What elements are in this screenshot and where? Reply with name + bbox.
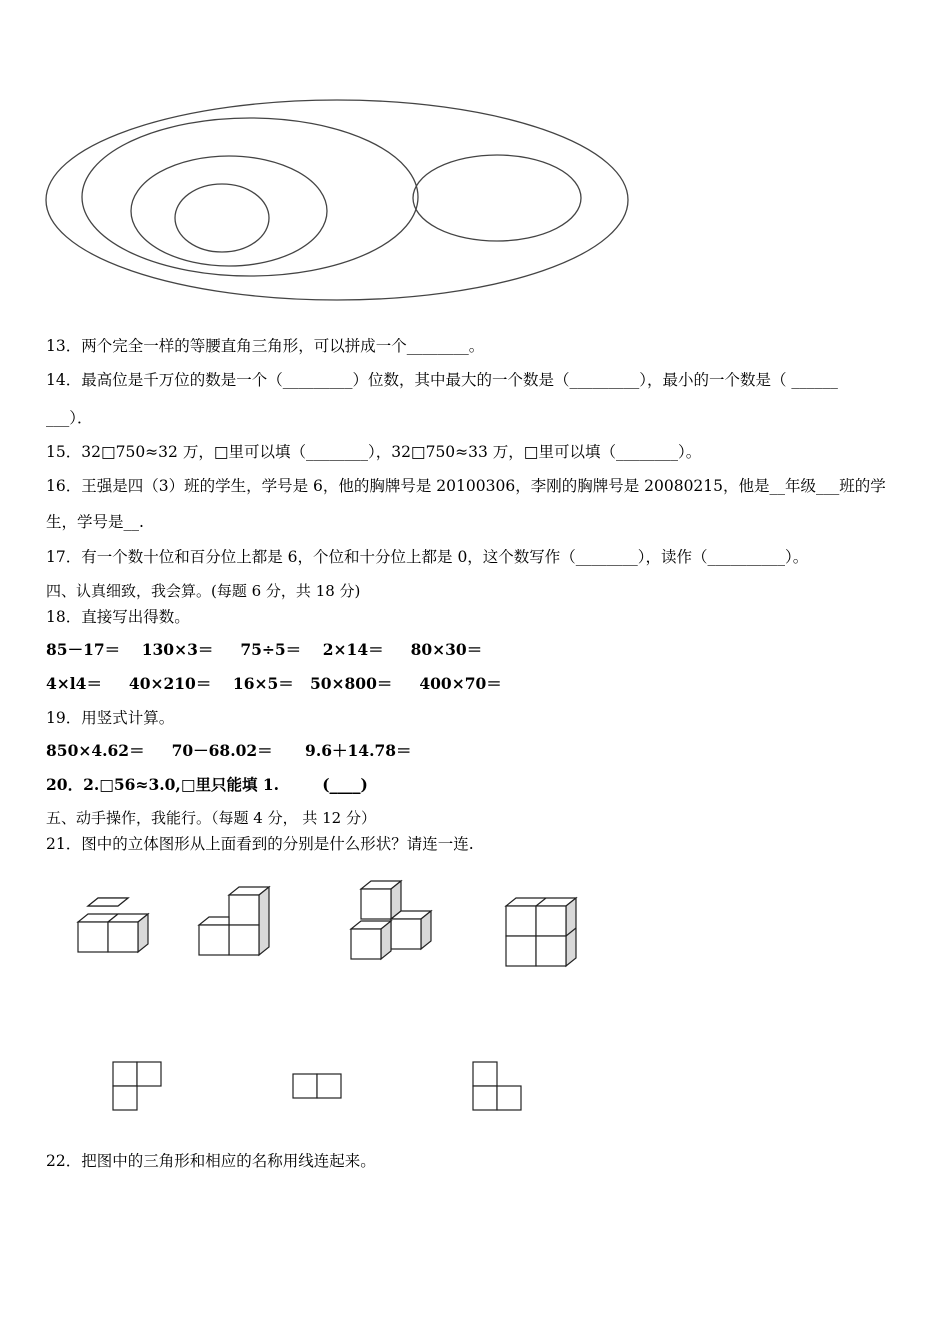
question-22: 22．把图中的三角形和相应的名称用线连起来。 [46,1152,376,1170]
solid-1 [78,898,148,952]
ellipse-diagram [0,0,950,320]
solid-2 [199,887,269,955]
top-view-3 [473,1062,521,1110]
solid-figures [0,870,950,1010]
question-15: 15．32□750≈32 万，□里可以填（________），32□750≈33 万，□里可以填（________）。 [46,443,702,461]
question-17: 17．有一个数十位和百分位上都是 6，个位和十分位上都是 0，这个数写作（________），读作（__________）。 [46,548,809,566]
question-19: 19．用竖式计算。 [46,709,175,727]
inner-ellipse [175,184,269,252]
question-16-cont: 生，学号是__. [46,513,144,531]
question-21: 21．图中的立体图形从上面看到的分别是什么形状？请连一连. [46,835,474,853]
question-20: 20．2.□56≈3.0,□里只能填 1. (____) [46,775,368,794]
question-14-cont: ___）． [46,409,93,427]
top-view-2 [293,1074,341,1098]
solid-3 [351,881,431,959]
question-16: 16．王强是四（3）班的学生，学号是 6，他的胸牌号是 20100306，李刚的胸牌号是 20080215，他是__年级___班的学 [46,477,886,495]
question-13: 13．两个完全一样的等腰直角三角形，可以拼成一个________。 [46,337,485,355]
second-ellipse [82,118,418,276]
solid-4 [506,898,576,966]
section-5-heading: 五、动手操作，我能行。（每题 4 分， 共 12 分） [46,809,376,827]
top-view-1 [113,1062,161,1110]
top-views [0,1055,950,1125]
question-14: 14．最高位是千万位的数是一个（_________）位数，其中最大的一个数是（_________），最小的一个数是（ ______ [46,371,838,389]
q19-row: 850×4.62＝ 70－68.02＝ 9.6＋14.78＝ [46,741,412,760]
q18-row-2: 4×l4＝ 40×210＝ 16×5＝ 50×800＝ 400×70＝ [46,674,502,693]
question-18: 18．直接写出得数。 [46,608,190,626]
right-ellipse [413,155,581,241]
third-ellipse [131,156,327,266]
q18-row-1: 85－17＝ 130×3＝ 75÷5＝ 2×14＝ 80×30＝ [46,640,483,659]
section-4-heading: 四、认真细致，我会算。(每题 6 分，共 18 分) [46,582,361,600]
